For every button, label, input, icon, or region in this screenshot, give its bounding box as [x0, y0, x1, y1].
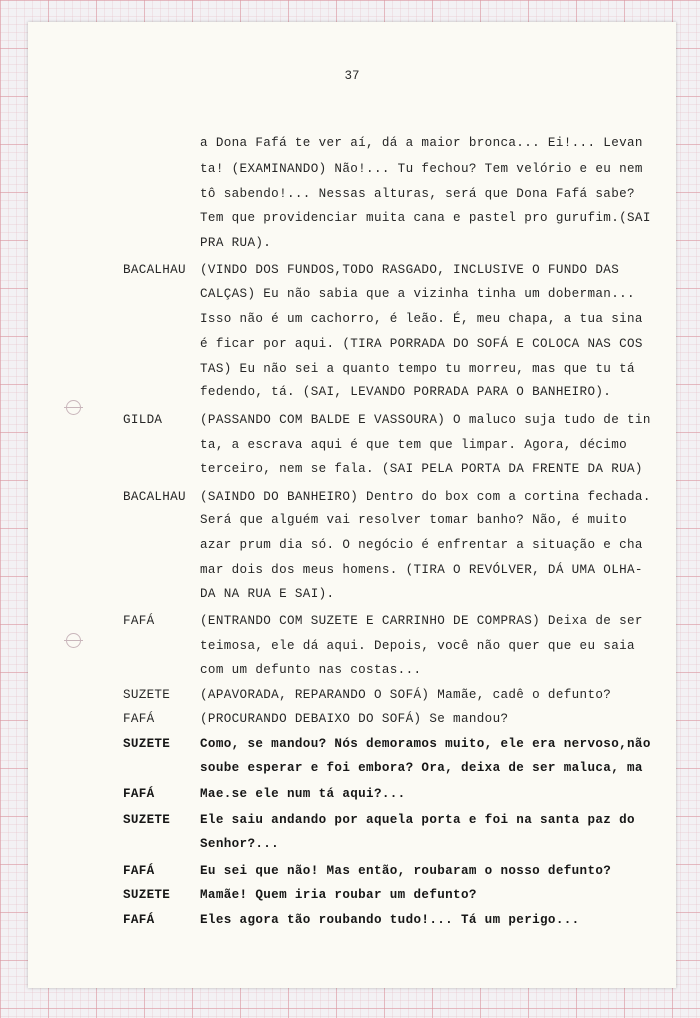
script-line	[28, 231, 676, 255]
script-line	[28, 206, 676, 230]
script-line	[28, 756, 676, 780]
script-line	[28, 157, 676, 181]
dialogue-text: soube esperar e foi embora? Ora, deixa de ser maluca, ma	[200, 761, 643, 775]
script-line	[28, 683, 676, 707]
dialogue-text: TAS) Eu não sei a quanto tempo tu morreu, mas que tu tá	[200, 362, 635, 376]
dialogue-text: DA NA RUA E SAI).	[200, 587, 335, 601]
speaker-name: SUZETE	[123, 688, 171, 702]
script-line	[28, 782, 676, 806]
dialogue-text: Senhor?...	[200, 837, 280, 851]
dialogue-text: a Dona Fafá te ver aí, dá a maior bronca... Ei!... Levan	[200, 136, 643, 150]
speaker-name: FAFÁ	[123, 712, 155, 726]
script-line	[28, 307, 676, 331]
dialogue-text: Será que alguém vai resolver tomar banho? Não, é muito	[200, 513, 628, 527]
dialogue-text: (APAVORADA, REPARANDO O SOFÁ) Mamãe, cadê o defunto?	[200, 688, 612, 702]
punch-hole-mark-upper	[66, 400, 81, 415]
script-line	[28, 859, 676, 883]
script-line	[28, 485, 676, 509]
script-line	[28, 433, 676, 457]
speaker-name: FAFÁ	[123, 787, 155, 801]
dialogue-text: ta! (EXAMINANDO) Não!... Tu fechou? Tem velório e eu nem	[200, 162, 643, 176]
dialogue-text: Eu sei que não! Mas então, roubaram o nosso defunto?	[200, 864, 612, 878]
script-line	[28, 883, 676, 907]
script-line	[28, 808, 676, 832]
dialogue-text: terceiro, nem se fala. (SAI PELA PORTA DA FRENTE DA RUA)	[200, 462, 643, 476]
speaker-name: SUZETE	[123, 737, 171, 751]
dialogue-text: Ele saiu andando por aquela porta e foi na santa paz do	[200, 813, 635, 827]
script-line	[28, 131, 676, 155]
script-page	[28, 22, 676, 988]
dialogue-text: fedendo, tá. (SAI, LEVANDO PORRADA PARA O BANHEIRO).	[200, 385, 612, 399]
dialogue-text: teimosa, ele dá aqui. Depois, você não quer que eu saia	[200, 639, 635, 653]
script-line	[28, 533, 676, 557]
script-line	[28, 182, 676, 206]
speaker-name: GILDA	[123, 413, 163, 427]
speaker-name: FAFÁ	[123, 913, 155, 927]
dialogue-text: é ficar por aqui. (TIRA PORRADA DO SOFÁ E COLOCA NAS COS	[200, 337, 643, 351]
script-line	[28, 832, 676, 856]
page-number: 37	[344, 69, 360, 83]
dialogue-text: CALÇAS) Eu não sabia que a vizinha tinha um doberman...	[200, 287, 635, 301]
script-line	[28, 357, 676, 381]
dialogue-text: Mae.se ele num tá aqui?...	[200, 787, 406, 801]
speaker-name: SUZETE	[123, 888, 171, 902]
speaker-name: FAFÁ	[123, 864, 155, 878]
dialogue-text: com um defunto nas costas...	[200, 663, 422, 677]
dialogue-text: (PROCURANDO DEBAIXO DO SOFÁ) Se mandou?	[200, 712, 509, 726]
speaker-name: SUZETE	[123, 813, 171, 827]
script-line	[28, 908, 676, 932]
script-line	[28, 380, 676, 404]
script-line	[28, 658, 676, 682]
dialogue-text: ta, a escrava aqui é que tem que limpar. Agora, décimo	[200, 438, 628, 452]
dialogue-text: mar dois dos meus homens. (TIRA O REVÓLVER, DÁ UMA OLHA-	[200, 563, 643, 577]
script-line	[28, 332, 676, 356]
script-line	[28, 558, 676, 582]
script-line	[28, 408, 676, 432]
speaker-name: FAFÁ	[123, 614, 155, 628]
script-line	[28, 732, 676, 756]
speaker-name: BACALHAU	[123, 263, 186, 277]
dialogue-text: Tem que providenciar muita cana e pastel pro gurufim.(SAI	[200, 211, 651, 225]
dialogue-text: (SAINDO DO BANHEIRO) Dentro do box com a cortina fechada.	[200, 490, 651, 504]
script-line	[28, 582, 676, 606]
speaker-name: BACALHAU	[123, 490, 186, 504]
script-line	[28, 609, 676, 633]
script-line	[28, 634, 676, 658]
dialogue-text: Mamãe! Quem iria roubar um defunto?	[200, 888, 477, 902]
dialogue-text: (ENTRANDO COM SUZETE E CARRINHO DE COMPRAS) Deixa de ser	[200, 614, 643, 628]
dialogue-text: Eles agora tão roubando tudo!... Tá um perigo...	[200, 913, 580, 927]
script-line	[28, 707, 676, 731]
script-line	[28, 508, 676, 532]
dialogue-text: tô sabendo!... Nessas alturas, será que Dona Fafá sabe?	[200, 187, 635, 201]
script-line	[28, 457, 676, 481]
dialogue-text: Isso não é um cachorro, é leão. É, meu chapa, a tua sina	[200, 312, 643, 326]
script-line	[28, 258, 676, 282]
dialogue-text: PRA RUA).	[200, 236, 272, 250]
punch-hole-mark-lower	[66, 633, 81, 648]
script-line	[28, 282, 676, 306]
dialogue-text: azar prum dia só. O negócio é enfrentar a situação e cha	[200, 538, 643, 552]
dialogue-text: (VINDO DOS FUNDOS,TODO RASGADO, INCLUSIVE O FUNDO DAS	[200, 263, 620, 277]
dialogue-text: Como, se mandou? Nós demoramos muito, ele era nervoso,não	[200, 737, 651, 751]
dialogue-text: (PASSANDO COM BALDE E VASSOURA) O maluco suja tudo de tin	[200, 413, 651, 427]
